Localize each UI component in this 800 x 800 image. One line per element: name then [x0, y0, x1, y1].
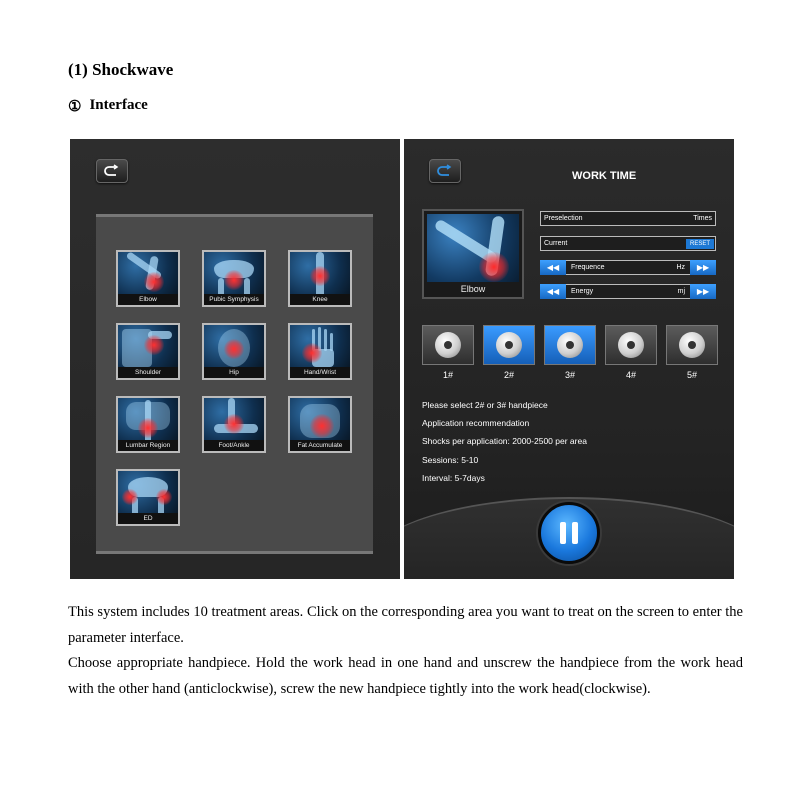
area-tile-lumbar-region[interactable]: [116, 396, 180, 453]
foot-xray-icon: [204, 398, 264, 444]
handpiece-label: 2#: [503, 370, 514, 380]
frequence-control: [540, 260, 716, 275]
area-tile-hip[interactable]: [202, 323, 266, 380]
decrease-button[interactable]: ◀◀: [540, 260, 566, 275]
area-tile-foot-ankle[interactable]: [202, 396, 266, 453]
increase-button[interactable]: ▶▶: [690, 284, 716, 299]
area-label: Shoulder: [118, 367, 178, 378]
preselection-field: [540, 211, 716, 226]
area-label: Hand/Wrist: [290, 367, 350, 378]
area-tile-ed[interactable]: [116, 469, 180, 526]
info-text: Application recommendation: [422, 418, 530, 428]
area-tile-elbow[interactable]: [116, 250, 180, 307]
pause-button[interactable]: [538, 502, 600, 564]
field-label: Preselection: [544, 215, 583, 222]
handpiece-button-5[interactable]: [666, 325, 718, 365]
area-label: Hip: [204, 367, 264, 378]
back-button[interactable]: [96, 159, 128, 183]
current-field: [540, 236, 716, 251]
description-paragraph: Choose appropriate handpiece. Hold the work head in one hand and unscrew the handpiece from the work head with the other hand (anticlockwise), screw the new handpiece tightly into the work head(clockwise).: [68, 655, 743, 697]
pelvis-xray-icon: [118, 471, 178, 517]
hip-xray-icon: [204, 325, 264, 371]
subsection-title: Interface: [89, 97, 148, 113]
handpiece-icon: [557, 332, 583, 358]
knee-xray-icon: [290, 252, 350, 298]
area-selection-screen: [70, 139, 400, 579]
handpiece-icon: [496, 332, 522, 358]
section-heading: (1) Shockwave: [68, 60, 174, 79]
area-label: Pubic Symphysis: [204, 294, 264, 305]
field-label: Current: [544, 240, 568, 247]
back-button[interactable]: [429, 159, 461, 183]
handpiece-label: 1#: [442, 370, 453, 380]
area-tile-knee[interactable]: [288, 250, 352, 307]
screen-title: WORK TIME: [572, 170, 637, 182]
handpiece-button-2[interactable]: [483, 325, 535, 365]
work-time-screen: [404, 139, 734, 579]
handpiece-button-4[interactable]: [605, 325, 657, 365]
info-text: Please select 2# or 3# handpiece: [422, 400, 548, 410]
field-label: Frequence: [571, 264, 605, 271]
area-tile-pubic-symphysis[interactable]: [202, 250, 266, 307]
area-tile-hand-wrist[interactable]: [288, 323, 352, 380]
handpiece-label: 4#: [625, 370, 636, 380]
return-arrow-icon: [437, 164, 453, 178]
circled-number: ①: [68, 99, 82, 115]
area-tile-fat-accumulate[interactable]: [288, 396, 352, 453]
pause-icon: [560, 522, 566, 544]
area-tile-shoulder[interactable]: [116, 323, 180, 380]
field-unit: Times: [693, 215, 712, 222]
field-label: Energy: [571, 288, 594, 295]
area-label: ED: [118, 513, 178, 524]
handpiece-icon: [618, 332, 644, 358]
area-label: Lumbar Region: [118, 440, 178, 451]
decrease-button[interactable]: ◀◀: [540, 284, 566, 299]
area-label: Fat Accumulate: [290, 440, 350, 451]
preview-label: Elbow: [460, 284, 486, 294]
info-text: Shocks per application: 2000-2500 per area: [422, 436, 587, 446]
area-label: Foot/Ankle: [204, 440, 264, 451]
hand-xray-icon: [290, 325, 350, 371]
increase-button[interactable]: ▶▶: [690, 260, 716, 275]
energy-control: [540, 284, 716, 299]
return-arrow-icon: [104, 164, 120, 178]
field-unit: Hz: [676, 264, 685, 271]
field-unit: mj: [677, 288, 685, 295]
elbow-xray-icon: [118, 252, 178, 298]
info-text: Interval: 5-7days: [422, 473, 485, 483]
handpiece-label: 3#: [564, 370, 575, 380]
handpiece-button-1[interactable]: [422, 325, 474, 365]
handpiece-icon: [435, 332, 461, 358]
pelvis-xray-icon: [204, 252, 264, 298]
handpiece-label: 5#: [686, 370, 697, 380]
area-label: Elbow: [118, 294, 178, 305]
info-text: Sessions: 5-10: [422, 455, 479, 465]
handpiece-icon: [679, 332, 705, 358]
spine-xray-icon: [118, 398, 178, 444]
description-paragraph: This system includes 10 treatment areas. Click on the corresponding area you want to treat on the screen to enter the parameter interface.: [68, 604, 743, 646]
treatment-area-panel: [96, 214, 373, 554]
abdomen-xray-icon: [290, 398, 350, 444]
shoulder-xray-icon: [118, 325, 178, 371]
subsection-heading: [68, 97, 148, 116]
handpiece-button-3[interactable]: [544, 325, 596, 365]
area-label: Knee: [290, 294, 350, 305]
elbow-xray-icon: [427, 214, 519, 282]
selected-area-preview: [422, 209, 524, 299]
reset-button[interactable]: RESET: [686, 239, 714, 249]
